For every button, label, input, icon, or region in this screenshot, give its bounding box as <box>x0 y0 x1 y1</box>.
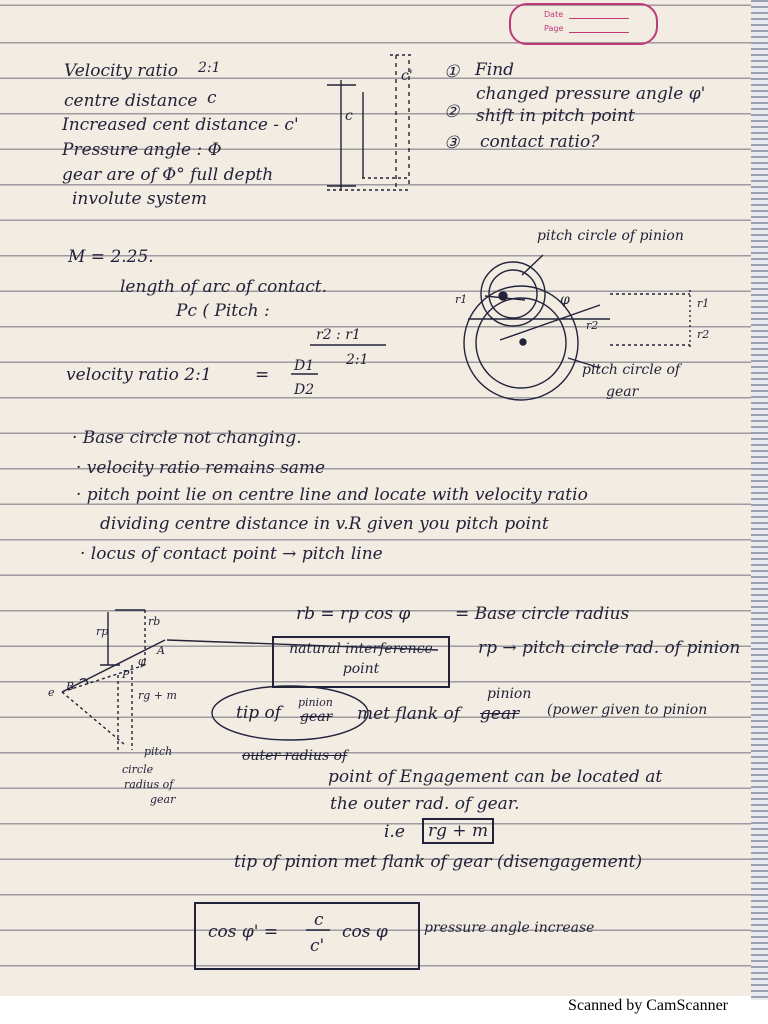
fig3-p: P <box>122 668 130 681</box>
module-value: M = 2.25. <box>68 247 154 267</box>
gear-circle-label-1: pitch circle of <box>582 362 681 378</box>
engagement-line-1: point of Engagement can be located at <box>328 767 663 787</box>
fig3-a: A <box>157 644 165 657</box>
pressure-angle-increase: pressure angle increase <box>424 920 595 936</box>
pinion-small: pinion <box>298 696 333 709</box>
gear-struck: gear <box>300 709 333 725</box>
base-radius-eq: rb = rp cos φ <box>296 604 411 624</box>
notebook-page-edge <box>751 0 768 1000</box>
gear-struck-2: gear <box>480 704 520 724</box>
fig3-rg-m: rg + m <box>138 689 177 702</box>
formula-c: c <box>314 910 324 930</box>
given-velocity-ratio-value: 2:1 <box>198 60 221 76</box>
fig3-b: B <box>66 680 75 693</box>
given-pressure-angle: Pressure angle : Φ <box>62 140 222 160</box>
fig3-pitch-2: circle <box>122 763 154 776</box>
find-num-3: ③ <box>444 133 460 153</box>
given-velocity-ratio: Velocity ratio <box>64 61 179 81</box>
given-centre-distance-value: c <box>207 88 217 108</box>
d2-label: D2 <box>294 382 315 398</box>
d1-label: D1 <box>294 358 315 374</box>
date-label: Date <box>544 10 564 19</box>
given-increased-distance: Increased cent distance - c' <box>62 115 299 135</box>
bullet-4: · locus of contact point → pitch line <box>80 544 383 564</box>
fig2-phi: φ <box>560 292 570 308</box>
pinion-circle-label: pitch circle of pinion <box>537 228 684 244</box>
find-item-1: changed pressure angle φ' <box>476 84 706 104</box>
scanner-watermark: Scanned by CamScanner <box>568 997 728 1014</box>
given-gear-system: gear are of Φ° full depth <box>62 165 274 185</box>
engagement-line-2: the outer rad. of gear. <box>330 794 520 814</box>
formula-right: cos φ <box>342 922 388 942</box>
fig3-rb: rb <box>148 615 161 628</box>
ratio-top: r2 : r1 <box>316 327 361 343</box>
ratio-bottom: 2:1 <box>346 352 369 368</box>
find-num-2: ② <box>444 102 460 122</box>
rg-plus-m-box: rg + m <box>422 818 494 844</box>
find-item-3: contact ratio? <box>480 132 600 152</box>
velocity-ratio-line: velocity ratio 2:1 <box>66 365 212 385</box>
bullet-3-cont: dividing centre distance in v.R given you pitch point <box>100 514 549 534</box>
bullet-2: · velocity ratio remains same <box>76 458 326 478</box>
length-of-arc: length of arc of contact. <box>120 277 327 297</box>
disengagement-line: tip of pinion met flank of gear (disengagement) <box>234 852 643 872</box>
fig3-phi: φ <box>138 655 146 668</box>
power-given: (power given to pinion <box>547 702 708 718</box>
find-num-1: ① <box>444 62 460 82</box>
formula-c-prime: c' <box>310 936 325 956</box>
fig2-r1: r1 <box>455 293 468 306</box>
fig3-rp: rp <box>96 625 109 638</box>
pitch-label: Pc ( Pitch : <box>176 301 270 321</box>
fig2-r2: r2 <box>586 319 599 332</box>
fig3-pitch-1: pitch <box>144 745 173 758</box>
fig3-o: e <box>48 686 55 699</box>
find-item-2: shift in pitch point <box>476 106 635 126</box>
equals-sign: = <box>255 365 270 385</box>
fig2-r2-right: r2 <box>697 328 710 341</box>
natural-interference-point: point <box>342 661 380 677</box>
tip-of: tip of <box>236 703 282 723</box>
find-title: Find <box>475 60 515 80</box>
given-involute-system: involute system <box>72 189 207 209</box>
fig3-pitch-4: gear <box>150 793 176 806</box>
fig1-c: c <box>345 108 353 124</box>
pinion-small-2: pinion <box>487 686 532 702</box>
base-radius-def: = Base circle radius <box>455 604 630 624</box>
natural-interference-text: natural interference <box>289 641 433 657</box>
page-label: Page <box>544 24 564 33</box>
ie-label: i.e <box>384 822 405 842</box>
fig1-c-prime: c' <box>401 68 413 84</box>
outer-radius-struck: outer radius of <box>242 748 348 764</box>
bullet-3: · pitch point lie on centre line and locate with velocity ratio <box>76 485 588 505</box>
met-flank-of: met flank of <box>357 704 461 724</box>
formula-left: cos φ' = <box>208 922 279 942</box>
bullet-1: · Base circle not changing. <box>72 428 302 448</box>
rp-definition: rp → pitch circle rad. of pinion <box>478 638 741 658</box>
fig3-pitch-3: radius of <box>124 778 174 791</box>
gear-circle-label-2: gear <box>606 384 639 400</box>
given-centre-distance: centre distance <box>64 91 198 111</box>
fig2-r1-right: r1 <box>697 297 710 310</box>
